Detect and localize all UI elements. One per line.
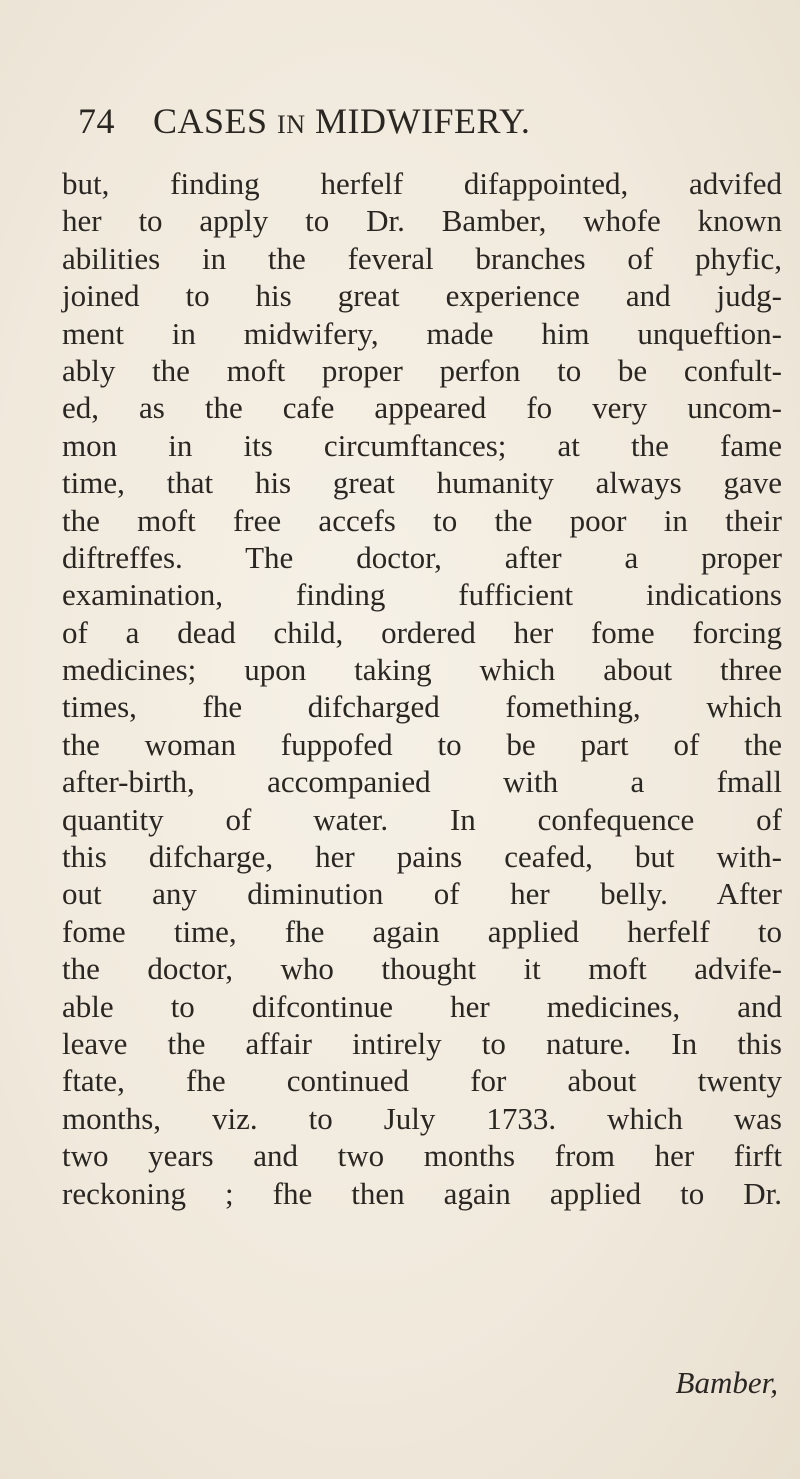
text-line: ment in midwifery, made him unqueftion- xyxy=(62,315,782,351)
text-line: her to apply to Dr. Bamber, whofe known xyxy=(62,203,782,239)
text-line: ably the moft proper perfon to be confult- xyxy=(62,352,782,388)
header-title-word: CASES xyxy=(153,101,268,141)
text-line: out any diminution of her belly. After xyxy=(62,876,782,912)
text-line: ed, as the cafe appeared fo very uncom- xyxy=(62,390,782,426)
body-text xyxy=(62,165,782,1212)
text-line: ftate, fhe continued for about twenty xyxy=(62,1063,782,1099)
catchword: Bamber, xyxy=(675,1365,778,1400)
text-line: two years and two months from her firft xyxy=(62,1138,782,1174)
text-line: the moft free accefs to the poor in their xyxy=(62,502,782,538)
text-line: examination, finding fufficient indications xyxy=(62,577,782,613)
text-line: months, viz. to July 1733. which was xyxy=(62,1100,782,1136)
text-line: medicines; upon taking which about three xyxy=(62,652,782,688)
text-line: times, fhe difcharged fomething, which xyxy=(62,689,782,725)
text-line: mon in its circumftances; at the fame xyxy=(62,427,782,463)
text-line: fome time, fhe again applied herfelf to xyxy=(62,913,782,949)
running-header xyxy=(78,100,758,150)
text-line: able to difcontinue her medicines, and xyxy=(62,988,782,1024)
header-title-word: IN xyxy=(277,110,306,139)
text-line: reckoning ; fhe then again applied to Dr. xyxy=(62,1175,782,1211)
text-line: time, that his great humanity always gave xyxy=(62,465,782,501)
text-line: quantity of water. In confequence of xyxy=(62,801,782,837)
text-line: abilities in the feveral branches of phyfic, xyxy=(62,240,782,276)
text-line: diftreffes. The doctor, after a proper xyxy=(62,539,782,575)
page-number: 74 xyxy=(78,101,115,141)
text-line: after-birth, accompanied with a fmall xyxy=(62,764,782,800)
text-line: of a dead child, ordered her fome forcing xyxy=(62,614,782,650)
header-title-word: MIDWIFERY. xyxy=(314,101,531,141)
text-line: but, finding herfelf difappointed, advifed xyxy=(62,166,782,201)
text-line: the woman fuppofed to be part of the xyxy=(62,726,782,762)
text-line: this difcharge, her pains ceafed, but with- xyxy=(62,839,782,875)
text-line: the doctor, who thought it moft advife- xyxy=(62,951,782,987)
text-line: leave the affair intirely to nature. In this xyxy=(62,1025,782,1061)
text-line: joined to his great experience and judg- xyxy=(62,278,782,314)
